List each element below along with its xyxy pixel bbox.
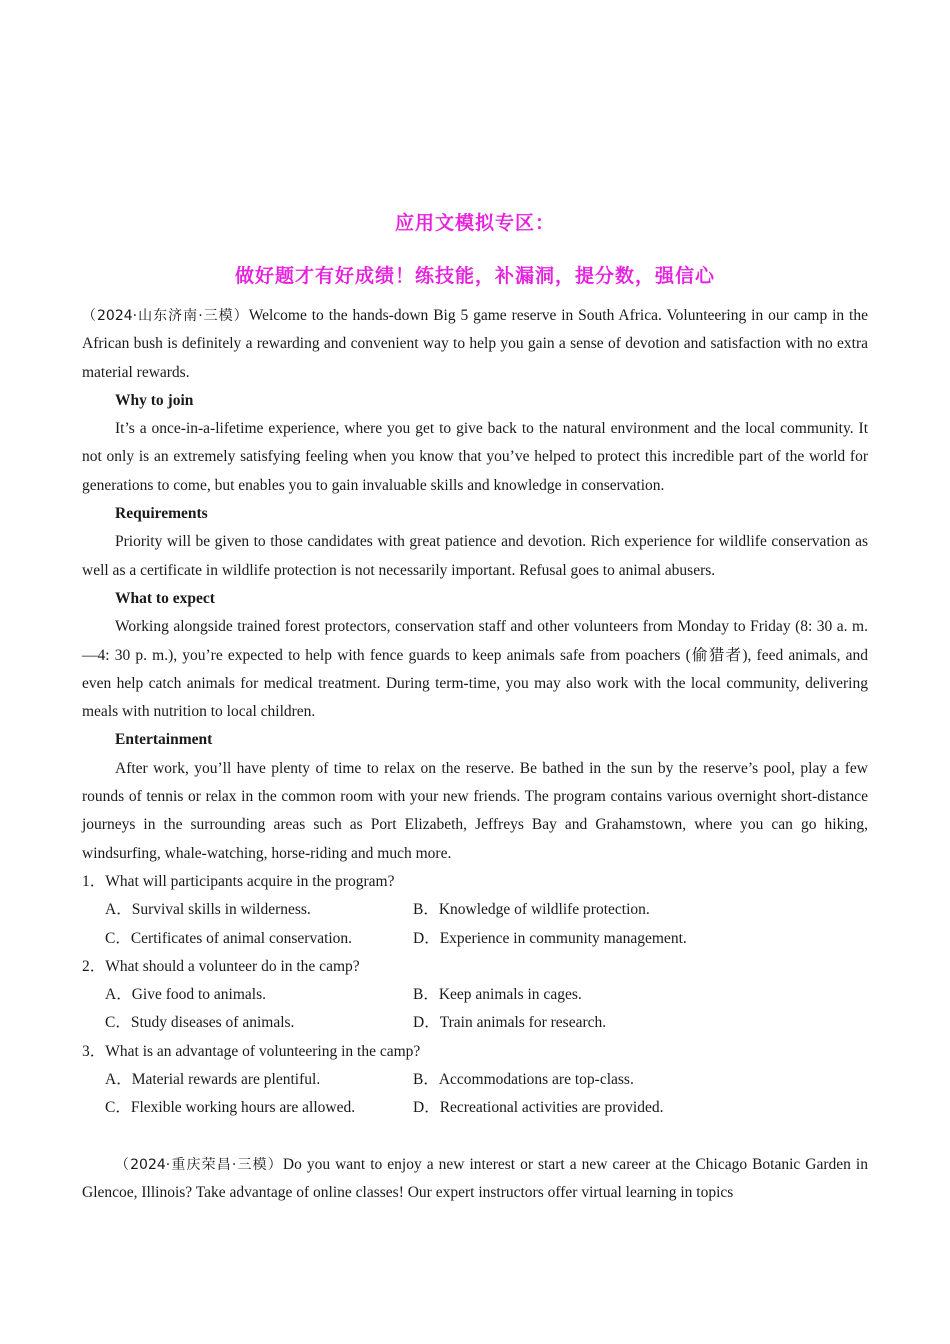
section-text: Priority will be given to those candidates with great patience and devotion. Rich experience for wildlife conservation as well as a certificate in wildlife protection is not necessarily important. Refusal goes to animal abusers. — [82, 533, 868, 579]
section-heading: What to expect — [115, 589, 215, 607]
option-c: C．Study diseases of animals. — [105, 1014, 295, 1032]
option-d: D．Train animals for research. — [413, 1014, 607, 1032]
option-b: B．Knowledge of wildlife protection. — [413, 901, 650, 919]
passage-2-source: （2024·重庆荣昌·三模） — [115, 1156, 283, 1173]
question-stem: 2．What should a volunteer do in the camp? — [82, 957, 360, 975]
options-row — [82, 896, 868, 924]
options-row — [82, 981, 868, 1009]
document-body — [82, 302, 868, 1207]
option-b: B．Keep animals in cages. — [413, 986, 582, 1004]
section-heading: Entertainment — [115, 731, 213, 749]
options-row — [82, 1094, 868, 1122]
option-a: A．Material rewards are plentiful. — [105, 1071, 321, 1089]
options-row — [82, 925, 868, 953]
section-text: After work, you’ll have plenty of time to relax on the reserve. Be bathed in the sun by the reserve’s pool, play a few rounds of tennis or relax in the common room with your new friends. The program contains various overnight short-distance journeys in the surrounding areas such as Port Elizabeth, Jeffreys Bay and Grahamstown, where you can go hiking, windsurfing, whale-watching, horse-riding and much more. — [82, 759, 868, 862]
section-heading: Why to join — [115, 391, 194, 409]
option-b: B．Accommodations are top-class. — [413, 1071, 634, 1089]
section-text: Working alongside trained forest protectors, conservation staff and other volunteers from Monday to Friday (8: 30 a. m. —4: 30 p. m.), you’re expected to help with fence guards to keep animals safe from poachers (偷猎者), feed animals, and even help catch animals for medical treatment. During term-time, you may also work with the local community, delivering meals with nutrition to local children. — [82, 618, 868, 721]
options-row — [82, 1066, 868, 1094]
option-d: D．Recreational activities are provided. — [413, 1099, 664, 1117]
passage-1-intro: （2024·山东济南·三模）Welcome to the hands-down Big 5 game reserve in South Africa. Volunteering in our camp in the African bush is definitely a rewarding and convenient way to help you gain a sense of devotion and satisfaction with no extra material rewards. — [82, 307, 868, 381]
option-a: A．Survival skills in wilderness. — [105, 901, 311, 919]
section-heading: Requirements — [115, 505, 208, 523]
options-row — [82, 1009, 868, 1037]
option-c: C．Flexible working hours are allowed. — [105, 1099, 356, 1117]
option-d: D．Experience in community management. — [413, 929, 687, 947]
question-stem: 3．What is an advantage of volunteering in the camp? — [82, 1042, 421, 1060]
option-a: A．Give food to animals. — [105, 986, 267, 1004]
passage-2-intro: （2024·重庆荣昌·三模）Do you want to enjoy a new interest or start a new career at the Chicago Botanic Garden in Glencoe, Illinois? Take advantage of online classes! Our expert instructors offer virtual learning in topics — [82, 1155, 868, 1201]
option-c: C．Certificates of animal conservation. — [105, 929, 353, 947]
section-text: It’s a once-in-a-lifetime experience, where you get to give back to the natural environment and the local community. It not only is an extremely satisfying feeling when you know that you’ve helped to protect this incredible part of the world for generations to come, but enables you to gain invaluable skills and knowledge in conservation. — [82, 420, 868, 494]
question-stem: 1．What will participants acquire in the program? — [82, 872, 395, 890]
spacer — [82, 1123, 868, 1151]
page-title: 应用文模拟专区： — [394, 212, 555, 234]
page-subtitle: 做好题才有好成绩！练技能，补漏洞，提分数，强信心 — [234, 265, 715, 287]
passage-1-source: （2024·山东济南·三模） — [82, 308, 249, 324]
